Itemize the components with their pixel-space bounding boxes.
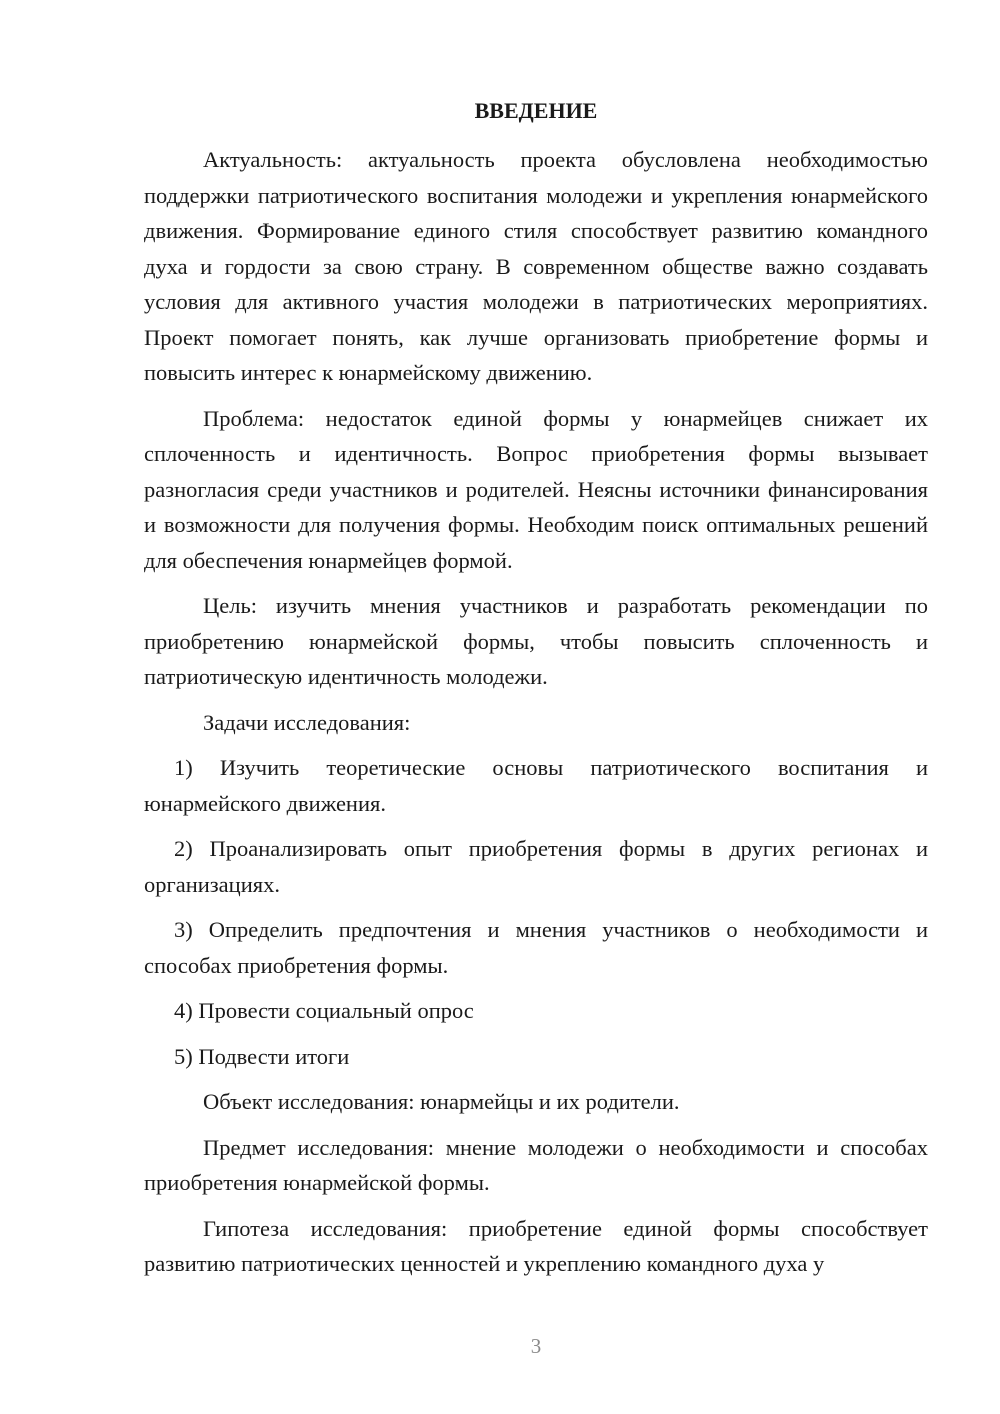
paragraph-goal: Цель: изучить мнения участников и разработать рекомендации по приобретению юнармейской формы, чтобы повысить сплоченность и патриотическую идентичность молодежи. [144, 593, 928, 689]
document-body [144, 142, 928, 1292]
list-item-task-1: 1) Изучить теоретические основы патриотического воспитания и юнармейского движения. [144, 755, 928, 816]
page-title: ВВЕДЕНИЕ [474, 98, 598, 123]
paragraph-object: Объект исследования: юнармейцы и их родители. [203, 1089, 680, 1114]
paragraph-subject: Предмет исследования: мнение молодежи о необходимости и способах приобретения юнармейской формы. [144, 1134, 928, 1195]
list-item-task-3: 3) Определить предпочтения и мнения участников о необходимости и способах приобретения формы. [144, 917, 928, 978]
list-item-task-5: 5) Подвести итоги [174, 1043, 350, 1069]
list-item-task-2: 2) Проанализировать опыт приобретения формы в других регионах и организациях. [144, 836, 928, 897]
paragraph-tasks-heading: Задачи исследования: [203, 709, 411, 735]
list-item-task-4: 4) Провести социальный опрос [174, 998, 474, 1023]
paragraph-relevance: Актуальность: актуальность проекта обусловлена необходимостью поддержки патриотического воспитания молодежи и укрепления юнармейского движения. Формирование единого стиля способствует развитию командного духа и гордости за свою страну. В современном обществе важно создавать условия для активного участия молодежи в патриотических мероприятиях. Проект помогает понять, как лучше организовать приобретение формы и повысить интерес к юнармейскому движению. [144, 147, 928, 385]
paragraph-problem: Проблема: недостаток единой формы у юнармейцев снижает их сплоченность и идентичность. Вопрос приобретения формы вызывает разногласия среди участников и родителей. Неясны источники финансирования и возможности для получения формы. Необходим поиск оптимальных решений для обеспечения юнармейцев формой. [144, 405, 928, 573]
paragraph-hypothesis: Гипотеза исследования: приобретение единой формы способствует развитию патриотических ценностей и укреплению командного духа у [144, 1215, 928, 1276]
page-number: 3 [530, 1334, 542, 1358]
